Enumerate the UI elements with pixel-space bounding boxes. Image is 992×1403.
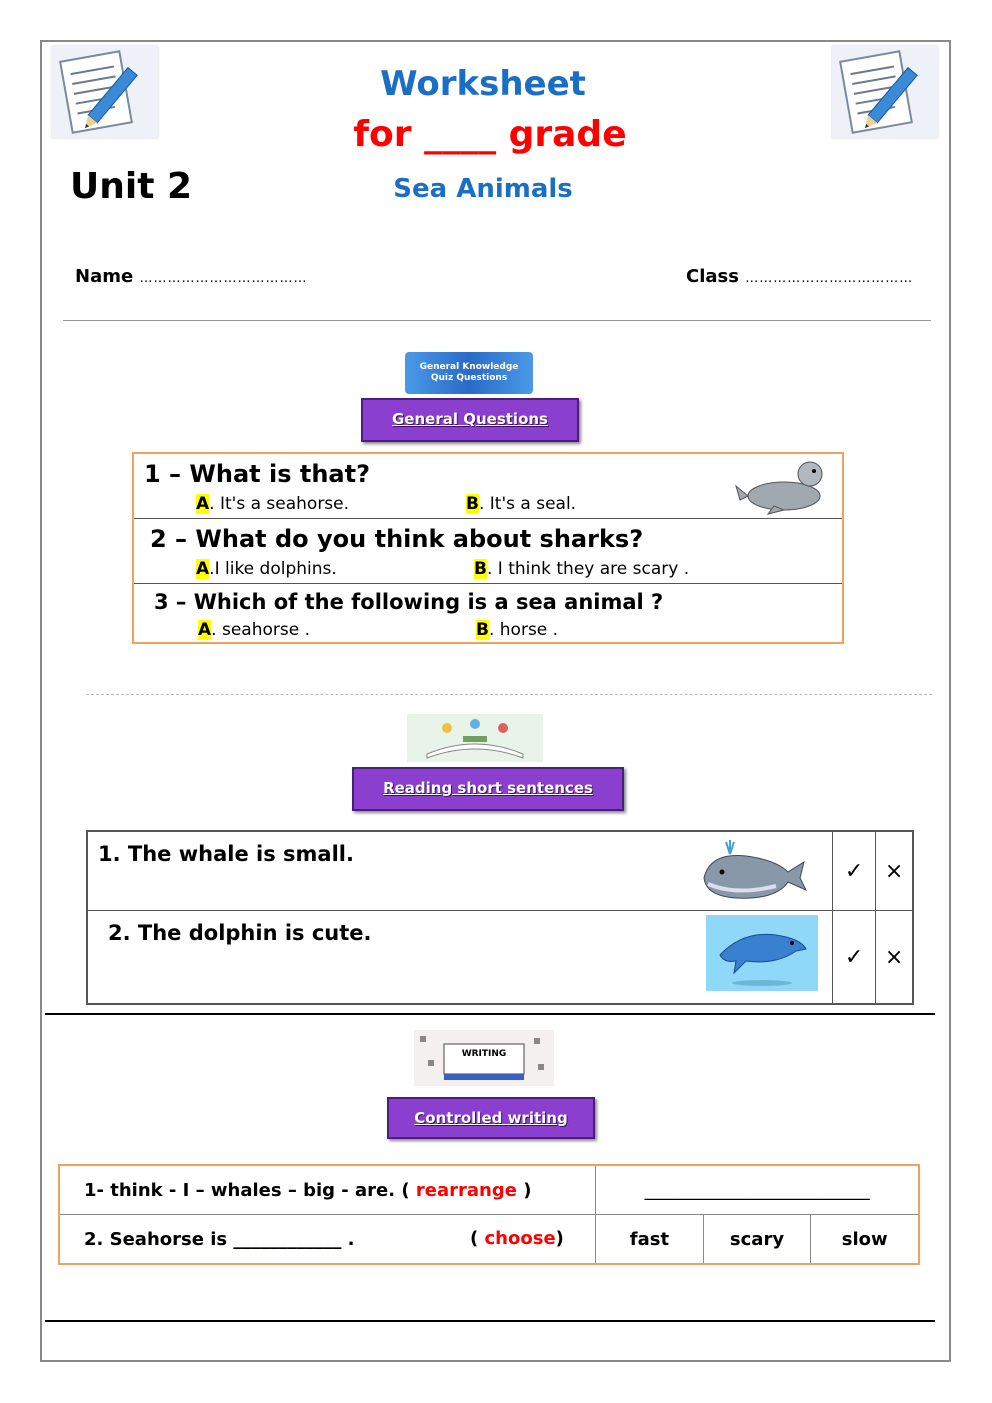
writing-banner-image <box>414 1030 554 1086</box>
quiz-row-1 <box>133 453 843 519</box>
reading-row-2 <box>87 911 913 1005</box>
writing-row-2 <box>59 1215 919 1265</box>
choose-hint <box>470 1228 564 1249</box>
reading-cell-1 <box>87 831 833 911</box>
rearrange-prompt <box>59 1165 596 1215</box>
q1-a-letter: A <box>196 494 210 514</box>
reading-sentence-1: 1. The whale is small. <box>98 842 354 866</box>
reading-sentence-2: 2. The dolphin is cute. <box>108 921 372 945</box>
option-fast[interactable]: fast <box>596 1215 703 1265</box>
q1-a-text: . It's a seahorse. <box>209 494 350 514</box>
controlled-writing-button[interactable]: Controlled writing <box>387 1097 595 1139</box>
reading-table <box>86 830 914 1005</box>
rearrange-keyword: rearrange <box>415 1179 517 1201</box>
notepad-pencil-icon-right <box>832 46 938 138</box>
q3-a-text: . seahorse . <box>211 620 311 640</box>
choose-keyword: choose <box>484 1228 556 1249</box>
quiz-banner-line1: General Knowledge <box>419 362 519 372</box>
whale-check-mark[interactable]: ✓ <box>833 831 876 911</box>
q1-option-a[interactable] <box>196 494 349 514</box>
seal-image <box>734 456 834 516</box>
rearrange-close: ) <box>523 1179 532 1201</box>
unit-label: Unit 2 <box>70 166 192 207</box>
whale-image <box>696 838 810 904</box>
reading-row-1 <box>87 831 913 911</box>
q3-b-letter: B <box>476 620 489 640</box>
bottom-divider <box>45 1320 935 1322</box>
question-2: 2 – What do you think about sharks? <box>150 525 644 553</box>
class-field[interactable] <box>686 266 913 287</box>
rearrange-answer-line[interactable]: _________________________ <box>596 1165 919 1215</box>
worksheet-subtitle: Sea Animals <box>393 174 573 204</box>
notepad-pencil-icon-left <box>52 46 158 138</box>
reading-banner-image <box>407 714 543 762</box>
general-questions-button[interactable]: General Questions <box>361 398 579 442</box>
name-dots: ……………………………… <box>139 271 308 286</box>
q2-option-a[interactable] <box>196 559 337 579</box>
option-slow[interactable]: slow <box>811 1215 919 1265</box>
q2-b-letter: B <box>474 559 487 579</box>
dolphin-check-mark[interactable]: ✓ <box>833 911 876 1005</box>
quiz-row-2 <box>133 519 843 584</box>
q3-a-letter: A <box>198 620 212 640</box>
choose-close: ) <box>555 1228 564 1249</box>
q2-b-text: . I think they are scary . <box>486 559 690 579</box>
grade-line: for ____ grade <box>353 114 627 155</box>
writing-banner-label: WRITING <box>461 1049 507 1059</box>
writing-row-1 <box>59 1165 919 1215</box>
q3-b-text: . horse . <box>488 620 559 640</box>
dolphin-image <box>706 915 818 991</box>
worksheet-title: Worksheet <box>380 64 586 104</box>
name-field[interactable] <box>75 266 307 287</box>
q2-option-b[interactable] <box>474 559 689 579</box>
reading-cell-2 <box>87 911 833 1005</box>
whale-cross-mark[interactable]: × <box>876 831 913 911</box>
quiz-banner <box>405 352 533 394</box>
q3-option-b[interactable] <box>476 620 558 640</box>
choose-prompt <box>59 1215 596 1265</box>
section1-divider <box>86 694 932 695</box>
quiz-table <box>132 452 844 644</box>
question-1: 1 – What is that? <box>144 460 371 488</box>
option-scary[interactable]: scary <box>703 1215 811 1265</box>
header-divider <box>63 320 931 321</box>
q1-option-b[interactable] <box>466 494 576 514</box>
q2-a-text: .I like dolphins. <box>209 559 337 579</box>
reading-sentences-button[interactable]: Reading short sentences <box>352 767 624 811</box>
q1-b-text: . It's a seal. <box>478 494 577 514</box>
section2-divider <box>45 1013 935 1015</box>
choose-text: 2. Seahorse is ____________ . <box>84 1228 355 1250</box>
writing-table <box>58 1164 920 1265</box>
class-label: Class <box>686 266 739 287</box>
q1-b-letter: B <box>466 494 479 514</box>
question-3: 3 – Which of the following is a sea animal ? <box>154 590 664 614</box>
rearrange-text: 1- think - I – whales – big - are. ( <box>84 1179 410 1201</box>
quiz-row-3 <box>133 584 843 644</box>
quiz-banner-line2: Quiz Questions <box>430 373 508 383</box>
choose-open: ( <box>470 1228 479 1249</box>
q3-option-a[interactable] <box>198 620 310 640</box>
q2-a-letter: A <box>196 559 210 579</box>
dolphin-cross-mark[interactable]: × <box>876 911 913 1005</box>
class-dots: ……………………………… <box>745 271 914 286</box>
name-label: Name <box>75 266 134 287</box>
